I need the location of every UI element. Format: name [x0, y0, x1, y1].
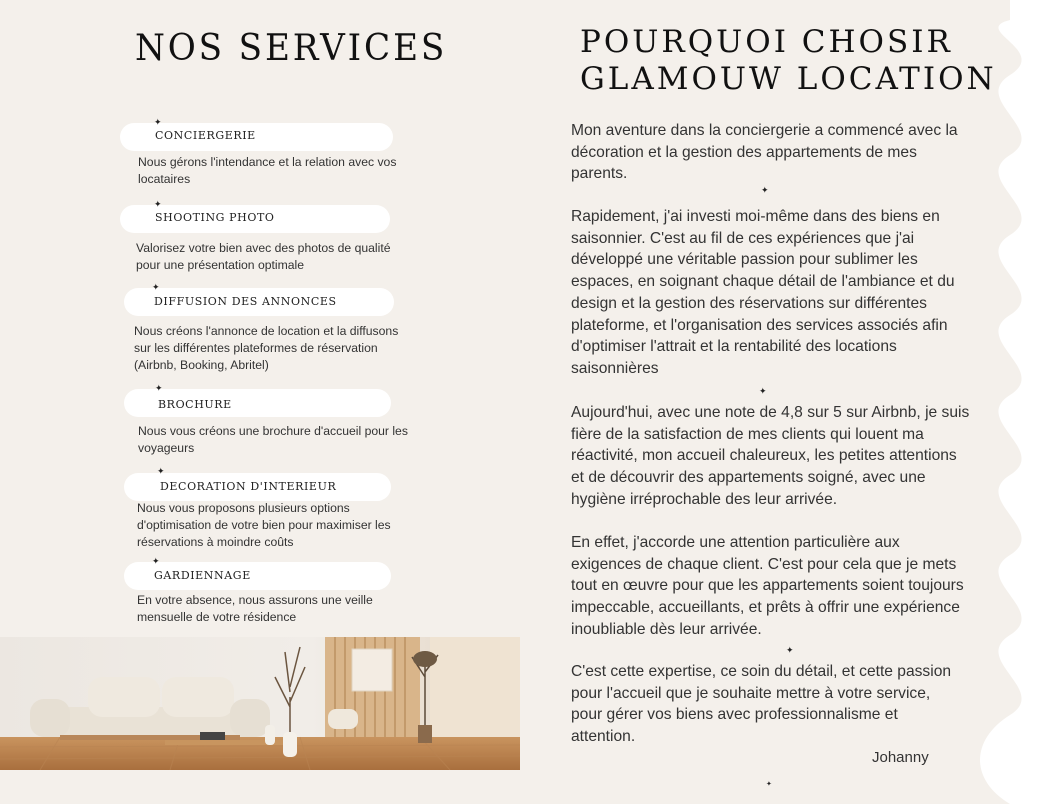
sparkle-icon: ✦: [786, 645, 794, 655]
service-label: CONCIERGERIE: [155, 129, 256, 142]
signature: Johanny: [872, 749, 929, 766]
sparkle-icon: ✦: [152, 282, 160, 292]
service-description: Nous vous proposons plusieurs options d'optimisation de votre bien pour maximiser les réservations à moindre coûts: [137, 501, 391, 549]
service-description: Valorisez votre bien avec des photos de qualité pour une présentation optimale: [136, 241, 391, 272]
sparkle-icon: ✦: [759, 386, 767, 396]
why-choose-title: [580, 24, 997, 98]
service-description: En votre absence, nous assurons une veille mensuelle de votre résidence: [137, 593, 373, 624]
service-description: Nous gérons l'intendance et la relation avec vos locataires: [138, 155, 397, 186]
paragraph-today: Aujourd'hui, avec une note de 4,8 sur 5 sur Airbnb, je suis fière de la satisfaction de mes clients qui louent ma réactivité, mon accueil chaleureux, les petites attentions et de découvrir des appartements soigné, avec une hygiène irréprochable des leur arrivée.: [571, 404, 970, 508]
sparkle-icon: ✦: [154, 117, 162, 127]
sparkle-icon: ✦: [761, 185, 769, 195]
sparkle-icon: ✦: [157, 466, 165, 476]
living-room-photo: [0, 637, 520, 770]
wavy-edge-decoration: [970, 0, 1040, 804]
service-label: SHOOTING PHOTO: [155, 211, 275, 224]
service-label: GARDIENNAGE: [154, 569, 251, 582]
sparkle-icon: ✦: [766, 781, 772, 788]
paragraph-attention: En effet, j'accorde une attention particulière aux exigences de chaque client. C'est pour cela que je mets tout en œuvre pour que les appartements soient toujours impeccable, accueillants, et prêts à offrir une expérience inoubliable dès leur arrivée.: [571, 534, 964, 638]
why-choose-title-line1: POURQUOI CHOSIR: [580, 24, 953, 60]
paragraph-expertise: C'est cette expertise, ce soin du détail, et cette passion pour l'accueil que je souhaite mettre à votre service, pour gérer vos biens avec professionnalisme et attention.: [571, 663, 952, 746]
why-choose-title-line2: GLAMOUW LOCATION: [580, 61, 997, 97]
service-label: BROCHURE: [158, 398, 232, 411]
sparkle-icon: ✦: [152, 556, 160, 566]
sparkle-icon: ✦: [154, 199, 162, 209]
sparkle-icon: ✦: [155, 383, 163, 393]
service-label: DIFFUSION DES ANNONCES: [154, 295, 337, 308]
services-title: NOS SERVICES: [135, 28, 448, 69]
service-description: Nous créons l'annonce de location et la diffusons sur les différentes plateformes de réservation (Airbnb, Booking, Abritel): [134, 324, 399, 372]
service-description: Nous vous créons une brochure d'accueil pour les voyageurs: [138, 424, 408, 455]
paragraph-intro: Mon aventure dans la conciergerie a commencé avec la décoration et la gestion des appartements de mes parents.: [571, 122, 958, 183]
service-label: DECORATION D'INTERIEUR: [160, 480, 337, 493]
paragraph-experience: Rapidement, j'ai investi moi-même dans des biens en saisonnier. C'est au fil de ces expériences que j'ai développé une véritable passion pour sublimer les espaces, en soignant chaque détail de l'ambiance et du design et la gestion des réservations sur différentes plateforme, et l'organisation des services associés afin d'optimiser l'attrait et la rentabilité des locations saisonnières: [571, 208, 955, 377]
